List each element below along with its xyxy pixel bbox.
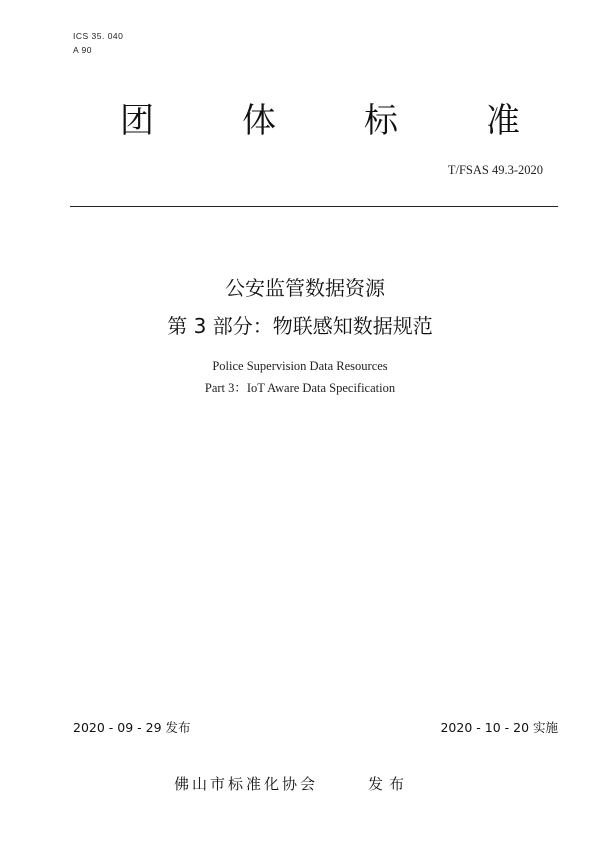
title-english-part: Part 3：IoT Aware Data Specification <box>204 381 396 395</box>
doc-type-char-1: 团 <box>120 101 154 141</box>
header-divider <box>70 206 558 207</box>
issuer-line <box>174 773 410 794</box>
ccs-code: A 90 <box>73 45 93 55</box>
implementation-date: 2020 - 10 - 20 实施 <box>440 720 558 735</box>
issuer-action: 发布 <box>368 775 411 793</box>
ics-code: ICS 35. 040 <box>73 31 124 41</box>
doc-type-char-4: 准 <box>486 101 520 141</box>
doc-type-char-2: 体 <box>242 101 276 141</box>
issuer-name: 佛山市标准化协会 <box>174 775 319 793</box>
title-english-main: Police Supervision Data Resources <box>212 359 388 373</box>
doc-type-char-3: 标 <box>364 101 398 141</box>
issue-date: 2020 - 09 - 29 发布 <box>73 720 191 735</box>
standard-number: T/FSAS 49.3-2020 <box>447 163 543 177</box>
title-chinese-part: 第 3 部分：物联感知数据规范 <box>167 314 433 338</box>
title-chinese-main: 公安监管数据资源 <box>225 276 385 300</box>
document-type-heading <box>120 99 520 143</box>
